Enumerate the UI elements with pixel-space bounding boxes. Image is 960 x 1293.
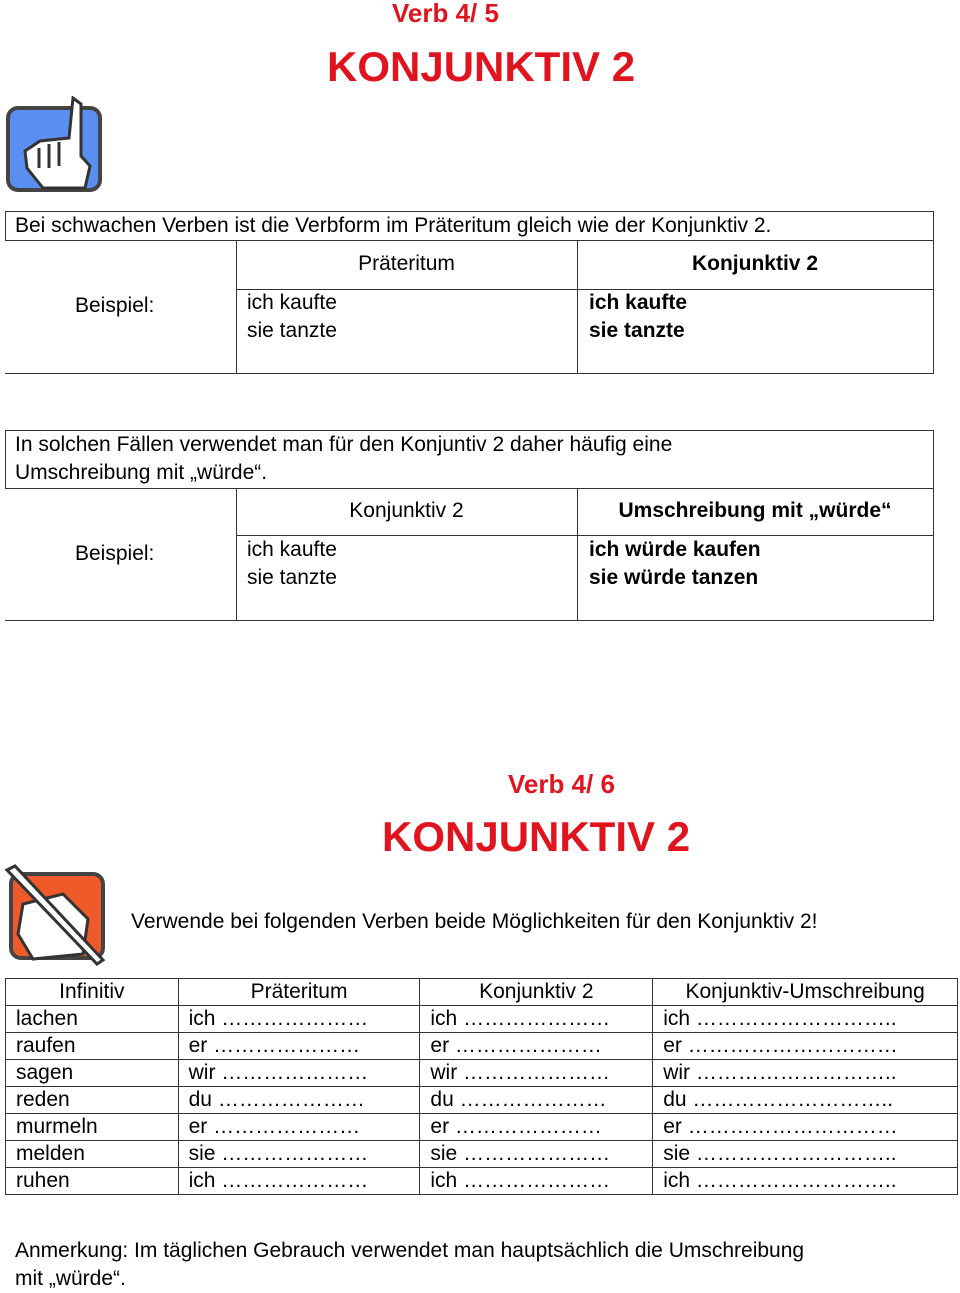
- infinitive-cell: ruhen: [6, 1168, 179, 1195]
- prateritum-blank[interactable]: ich …………………: [178, 1168, 420, 1195]
- table-row: [6, 1087, 958, 1114]
- table1-col2-line1: ich kaufte: [589, 291, 688, 314]
- pointing-hand-icon: [5, 96, 105, 196]
- section1-title: KONJUNKTIV 2: [327, 43, 636, 90]
- table2-col2-line2: sie würde tanzen: [589, 566, 759, 589]
- prateritum-blank[interactable]: wir …………………: [178, 1060, 420, 1087]
- umschreibung-blank[interactable]: ich ………………………..: [653, 1168, 958, 1195]
- table1-header-prateritum: Präteritum: [358, 252, 455, 275]
- table2-header-konjunktiv: Konjunktiv 2: [349, 499, 464, 522]
- table-row: [6, 1033, 958, 1060]
- umschreibung-blank[interactable]: er …………………………: [653, 1033, 958, 1060]
- header-umschreibung: Konjunktiv-Umschreibung: [653, 979, 958, 1006]
- umschreibung-blank[interactable]: ich ………………………..: [653, 1006, 958, 1033]
- section2-title: KONJUNKTIV 2: [382, 813, 691, 860]
- prateritum-blank[interactable]: er …………………: [178, 1114, 420, 1141]
- infinitive-cell: murmeln: [6, 1114, 179, 1141]
- table-row: [6, 1006, 958, 1033]
- table1-label: Beispiel:: [75, 294, 155, 317]
- exercise-header-row: [6, 979, 958, 1006]
- umschreibung-blank[interactable]: er …………………………: [653, 1114, 958, 1141]
- header-konjunktiv: Konjunktiv 2: [420, 979, 653, 1006]
- table2-header-umschreibung: Umschreibung mit „würde“: [618, 499, 892, 522]
- konjunktiv-blank[interactable]: ich …………………: [420, 1006, 653, 1033]
- table-row: [6, 1168, 958, 1195]
- prateritum-blank[interactable]: er …………………: [178, 1033, 420, 1060]
- umschreibung-blank[interactable]: wir ………………………..: [653, 1060, 958, 1087]
- infinitive-cell: reden: [6, 1087, 179, 1114]
- note-line1: Anmerkung: Im täglichen Gebrauch verwendet man hauptsächlich die Umschreibung: [15, 1239, 805, 1262]
- prateritum-blank[interactable]: sie …………………: [178, 1141, 420, 1168]
- table1-col1-line1: ich kaufte: [247, 291, 337, 314]
- table-row: [6, 1060, 958, 1087]
- prateritum-blank[interactable]: ich …………………: [178, 1006, 420, 1033]
- infinitive-cell: raufen: [6, 1033, 179, 1060]
- infinitive-cell: lachen: [6, 1006, 179, 1033]
- table2-label: Beispiel:: [75, 542, 155, 565]
- instruction-text: Verwende bei folgenden Verben beide Möglichkeiten für den Konjunktiv 2!: [131, 910, 818, 933]
- infinitive-cell: melden: [6, 1141, 179, 1168]
- konjunktiv-blank[interactable]: er …………………: [420, 1033, 653, 1060]
- table2-col1-line1: ich kaufte: [247, 538, 337, 561]
- konjunktiv-blank[interactable]: du …………………: [420, 1087, 653, 1114]
- table2-intro-line1: In solchen Fällen verwendet man für den Konjuntiv 2 daher häufig eine: [15, 433, 673, 456]
- table1-col1-line2: sie tanzte: [247, 319, 337, 342]
- konjunktiv-blank[interactable]: sie …………………: [420, 1141, 653, 1168]
- table1-intro: Bei schwachen Verben ist die Verbform im Präteritum gleich wie der Konjunktiv 2.: [15, 214, 772, 237]
- table-row: [6, 1114, 958, 1141]
- infinitive-cell: sagen: [6, 1060, 179, 1087]
- note-line2: mit „würde“.: [15, 1267, 126, 1290]
- table2-col1-line2: sie tanzte: [247, 566, 337, 589]
- table1-header-konjunktiv: Konjunktiv 2: [691, 252, 818, 275]
- konjunktiv-blank[interactable]: er …………………: [420, 1114, 653, 1141]
- table2-col2-line1: ich würde kaufen: [589, 538, 761, 561]
- konjunktiv-blank[interactable]: ich …………………: [420, 1168, 653, 1195]
- umschreibung-blank[interactable]: sie ………………………..: [653, 1141, 958, 1168]
- konjunktiv-blank[interactable]: wir …………………: [420, 1060, 653, 1087]
- section2-subtitle: Verb 4/ 6: [508, 769, 615, 799]
- writing-hand-pencil-icon: [3, 864, 109, 968]
- header-infinitiv: Infinitiv: [6, 979, 179, 1006]
- table-row: [6, 1141, 958, 1168]
- section1-subtitle: Verb 4/ 5: [392, 0, 499, 28]
- prateritum-blank[interactable]: du …………………: [178, 1087, 420, 1114]
- table1-col2-line2: sie tanzte: [589, 319, 685, 342]
- umschreibung-blank[interactable]: du ………………………..: [653, 1087, 958, 1114]
- header-prateritum: Präteritum: [178, 979, 420, 1006]
- table2-intro-line2: Umschreibung mit „würde“.: [15, 461, 268, 484]
- exercise-table: [5, 978, 958, 1195]
